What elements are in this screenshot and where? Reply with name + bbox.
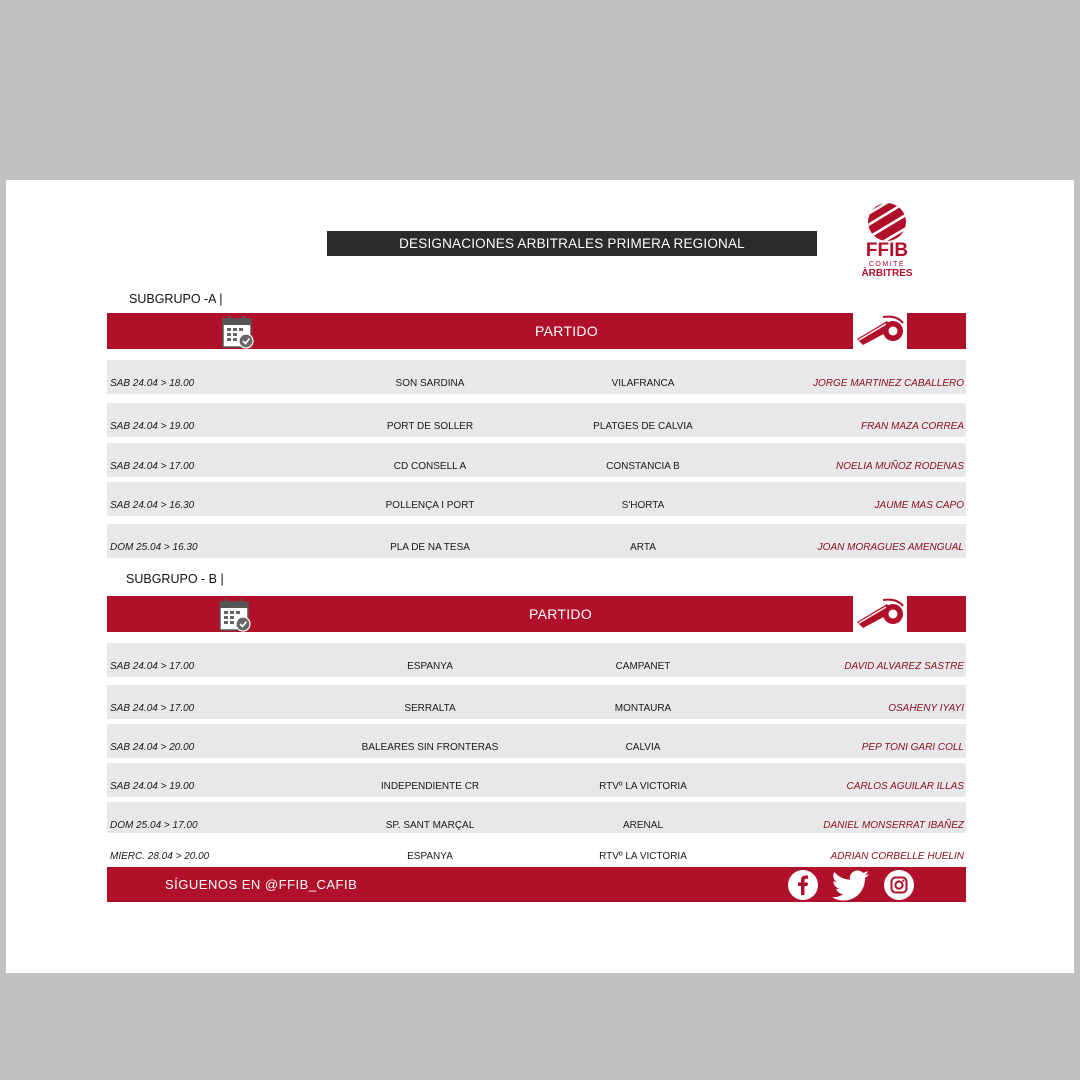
referee-name: JOAN MORAGUES AMENGUAL bbox=[817, 542, 964, 553]
match-date: SAB 24.04 > 17.00 bbox=[110, 661, 195, 672]
away-team: ARTA bbox=[630, 542, 656, 553]
match-date: SAB 24.04 > 19.00 bbox=[110, 421, 195, 432]
referee-name: PEP TONI GARI COLL bbox=[861, 742, 964, 753]
twitter-icon[interactable] bbox=[831, 869, 871, 901]
partido-header: PARTIDO bbox=[535, 323, 599, 339]
table-row bbox=[107, 802, 966, 836]
table-row bbox=[107, 482, 966, 516]
facebook-icon[interactable] bbox=[787, 869, 819, 901]
referee-name: JAUME MAS CAPO bbox=[874, 500, 964, 511]
away-team: RTVº LA VICTORIA bbox=[599, 781, 687, 792]
away-team: RTVº LA VICTORIA bbox=[599, 851, 687, 862]
designations-sheet bbox=[6, 180, 1074, 973]
home-team: SP. SANT MARÇAL bbox=[385, 820, 475, 831]
follow-us-text: SÍGUENOS EN @FFIB_CAFIB bbox=[165, 877, 358, 892]
away-team: CALVIA bbox=[625, 742, 661, 753]
referee-name: ADRIAN CORBELLE HUELIN bbox=[830, 851, 964, 862]
footer-bar bbox=[107, 867, 966, 902]
away-team: VILAFRANCA bbox=[611, 378, 675, 389]
referee-name: OSAHENY IYAYI bbox=[888, 703, 964, 714]
table-row bbox=[107, 524, 966, 558]
whistle-icon bbox=[853, 313, 907, 349]
referee-name: JORGE MARTINEZ CABALLERO bbox=[813, 378, 964, 389]
referee-name: FRAN MAZA CORREA bbox=[861, 421, 964, 432]
referee-name: DANIEL MONSERRAT IBAÑEZ bbox=[823, 820, 964, 831]
subgroup-a-label: SUBGRUPO -A | bbox=[129, 292, 223, 306]
home-team: BALEARES SIN FRONTERAS bbox=[361, 742, 499, 753]
home-team: SON SARDINA bbox=[395, 378, 465, 389]
match-date: DOM 25.04 > 16.30 bbox=[110, 542, 198, 553]
match-date: SAB 24.04 > 20.00 bbox=[110, 742, 195, 753]
page-title: DESIGNACIONES ARBITRALES PRIMERA REGIONAL bbox=[327, 231, 817, 256]
table-row bbox=[107, 685, 966, 719]
svg-text:FFIB: FFIB bbox=[865, 240, 909, 261]
match-date: SAB 24.04 > 16.30 bbox=[110, 500, 195, 511]
subgroup-b-header bbox=[107, 596, 966, 632]
home-team: PLA DE NA TESA bbox=[390, 542, 470, 553]
away-team: ARENAL bbox=[622, 820, 663, 831]
table-row bbox=[107, 360, 966, 394]
referee-name: NOELIA MUÑOZ RODENAS bbox=[836, 461, 964, 472]
away-team: PLATGES DE CALVIA bbox=[593, 421, 693, 432]
away-team: MONTAURA bbox=[614, 703, 672, 714]
whistle-icon bbox=[853, 596, 907, 632]
subgroup-b-label: SUBGRUPO - B | bbox=[126, 572, 224, 586]
match-date: SAB 24.04 > 17.00 bbox=[110, 461, 195, 472]
referee-name: CARLOS AGUILAR ILLAS bbox=[846, 781, 964, 792]
referee-name: DAVID ALVAREZ SASTRE bbox=[844, 661, 964, 672]
table-row bbox=[107, 724, 966, 758]
ffib-logo bbox=[858, 202, 916, 282]
table-row bbox=[107, 833, 966, 867]
svg-text:ÀRBITRES: ÀRBITRES bbox=[861, 268, 913, 279]
home-team: INDEPENDIENTE CR bbox=[380, 781, 480, 792]
table-row bbox=[107, 443, 966, 477]
home-team: PORT DE SOLLER bbox=[386, 421, 474, 432]
match-date: SAB 24.04 > 17.00 bbox=[110, 703, 195, 714]
away-team: S'HORTA bbox=[621, 500, 665, 511]
calendar-icon bbox=[221, 315, 255, 349]
match-date: SAB 24.04 > 18.00 bbox=[110, 378, 195, 389]
svg-text:COMITÈ: COMITÈ bbox=[868, 261, 906, 268]
away-team: CONSTANCIA B bbox=[606, 461, 680, 472]
match-date: MIERC. 28.04 > 20.00 bbox=[110, 851, 210, 862]
subgroup-a-header bbox=[107, 313, 966, 349]
calendar-icon bbox=[218, 598, 252, 632]
home-team: SERRALTA bbox=[404, 703, 456, 714]
home-team: ESPANYA bbox=[407, 851, 453, 862]
match-date: DOM 25.04 > 17.00 bbox=[110, 820, 198, 831]
instagram-icon[interactable] bbox=[883, 869, 915, 901]
match-date: SAB 24.04 > 19.00 bbox=[110, 781, 195, 792]
home-team: ESPANYA bbox=[407, 661, 453, 672]
home-team: POLLENÇA I PORT bbox=[385, 500, 475, 511]
table-row bbox=[107, 643, 966, 677]
table-row bbox=[107, 763, 966, 797]
home-team: CD CONSELL A bbox=[393, 461, 467, 472]
away-team: CAMPANET bbox=[615, 661, 671, 672]
partido-header: PARTIDO bbox=[529, 606, 593, 622]
table-row bbox=[107, 403, 966, 437]
